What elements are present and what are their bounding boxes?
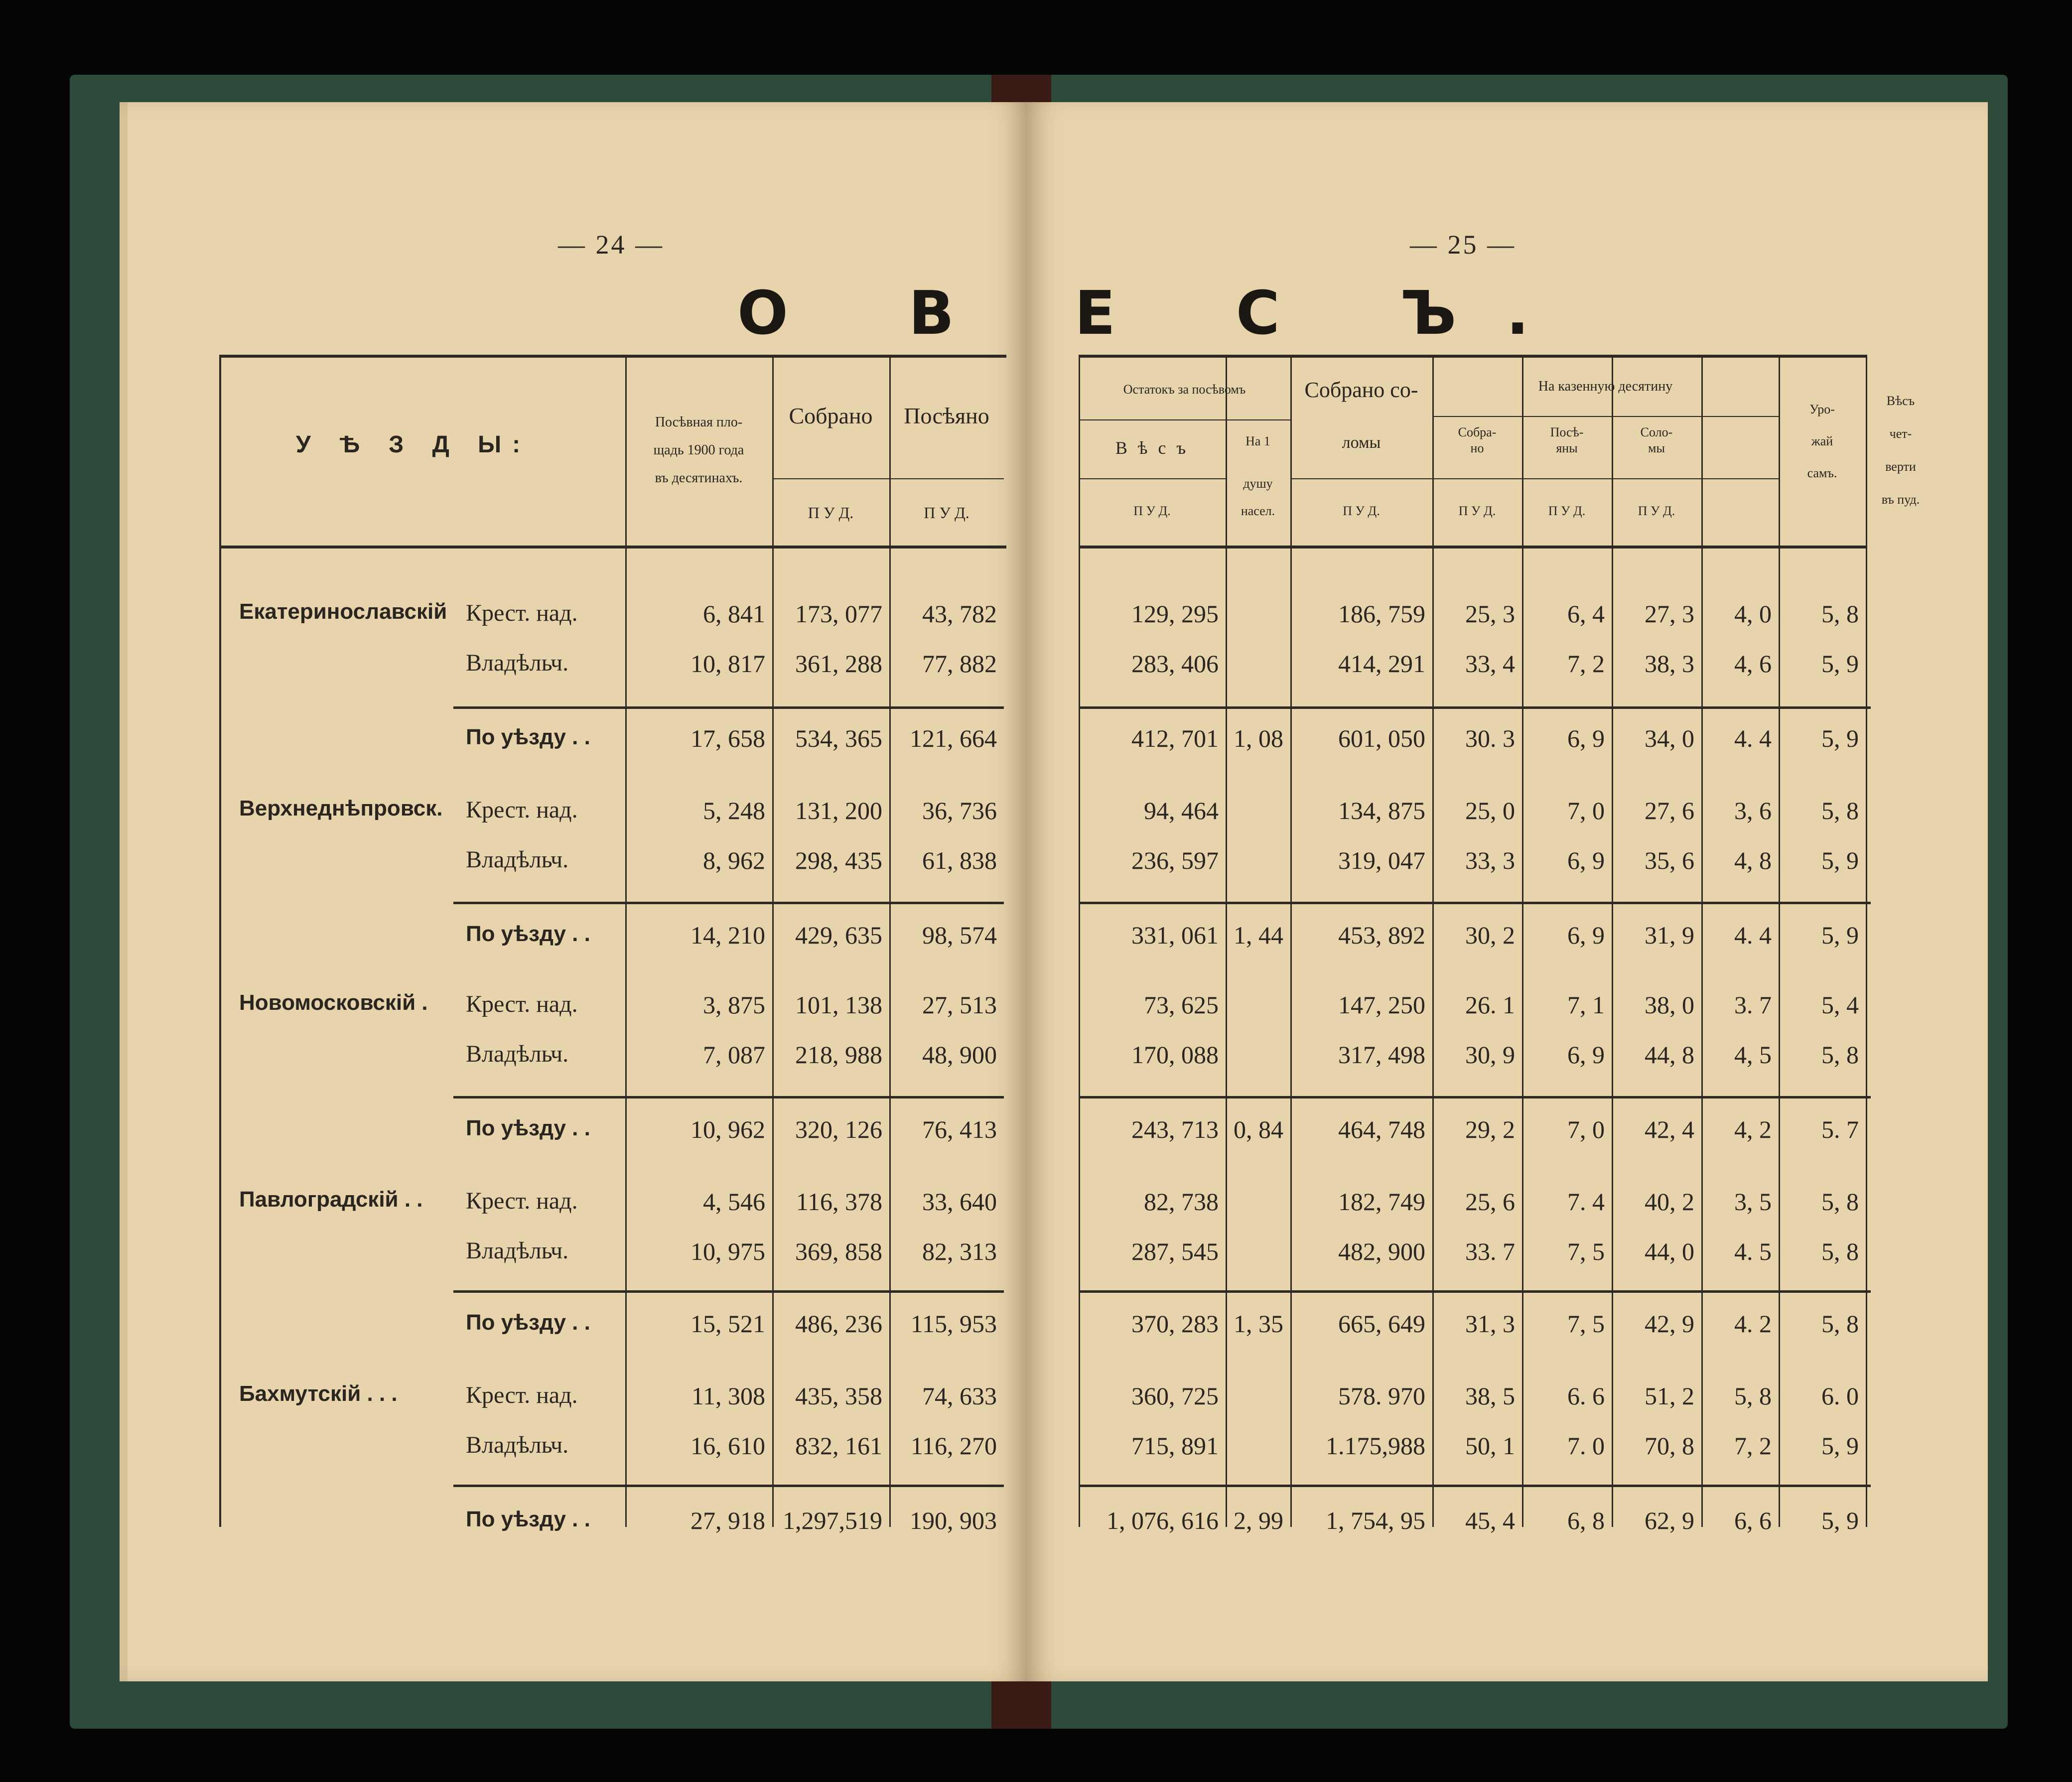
pd-straw-value: 35, 6 <box>1645 846 1694 874</box>
district-total-rule <box>1079 1290 1871 1293</box>
pd-collected-value: 50, 1 <box>1465 1432 1515 1460</box>
page-number-right: — 25 — <box>1410 230 1516 260</box>
remainder-weight-value: 73, 625 <box>1144 991 1219 1019</box>
harvest-value: 4. 4 <box>1734 921 1772 949</box>
sown-value: 190, 903 <box>910 1507 997 1534</box>
pd-sown-value: 6, 9 <box>1567 921 1605 949</box>
remainder-weight-value: 1, 076, 616 <box>1106 1507 1219 1534</box>
straw-value: 147, 250 <box>1338 991 1425 1019</box>
straw-value: 134, 875 <box>1338 797 1425 824</box>
sown-value: 98, 574 <box>922 921 997 949</box>
harvest-value: 3, 5 <box>1734 1188 1772 1216</box>
per-soul-value: 1, 44 <box>1234 921 1283 949</box>
remainder-weight-value: 287, 545 <box>1131 1237 1219 1265</box>
quarter-weight-value: 5, 8 <box>1821 600 1859 628</box>
per-soul-value: 1, 35 <box>1234 1310 1283 1338</box>
table-top-rule-right <box>1079 355 1866 358</box>
collected-header: Собрано <box>789 403 873 428</box>
harvest-value: 4. 4 <box>1734 724 1772 752</box>
table-left-edge <box>219 355 221 1527</box>
pd-straw-value: 51, 2 <box>1645 1382 1694 1410</box>
sown-area-value: 8, 962 <box>703 846 765 874</box>
remainder-weight-value: 331, 061 <box>1131 921 1219 949</box>
owner-category-label: Владѣльч. <box>466 1041 569 1067</box>
page-number-left: — 24 — <box>558 230 664 260</box>
sown-area-value: 15, 521 <box>691 1310 765 1338</box>
pd-collected-value: 30, 2 <box>1465 921 1515 949</box>
remainder-weight-value: 82, 738 <box>1144 1188 1219 1216</box>
unit-header: П У Д. <box>1638 504 1675 518</box>
district-name: Верхнеднѣпровск. <box>239 796 443 821</box>
per-desyatina-header: На казенную десятину <box>1538 379 1673 394</box>
straw-header: Собрано со- <box>1304 378 1418 402</box>
pd-straw-value: 42, 9 <box>1645 1310 1694 1338</box>
pd-sown-header: Посѣ- яны <box>1550 425 1584 455</box>
collected-value: 218, 988 <box>795 1041 882 1069</box>
remainder-weight-value: 243, 713 <box>1131 1115 1219 1143</box>
subheader-rule <box>1432 478 1779 479</box>
quarter-weight-value: 5, 8 <box>1821 1041 1859 1069</box>
district-name: Екатеринославскій <box>239 599 447 624</box>
district-total-label: По уѣзду . . <box>466 1507 590 1531</box>
remainder-weight-value: 283, 406 <box>1131 650 1219 678</box>
pd-sown-value: 6, 9 <box>1567 724 1605 752</box>
pd-straw-value: 44, 0 <box>1645 1237 1694 1265</box>
straw-header: ломы <box>1342 433 1381 452</box>
sown-area-value: 17, 658 <box>691 724 765 752</box>
unit-header: П У Д. <box>924 504 969 522</box>
unit-header: П У Д. <box>808 504 854 522</box>
pd-collected-value: 45, 4 <box>1465 1507 1515 1534</box>
district-total-rule <box>453 706 1004 709</box>
pd-straw-value: 27, 6 <box>1645 797 1694 824</box>
pd-straw-value: 62, 9 <box>1645 1507 1694 1534</box>
pd-sown-value: 6, 9 <box>1567 1041 1605 1069</box>
page-title: О В Е С Ъ. <box>737 279 1579 348</box>
quarter-weight-value: 5, 9 <box>1821 921 1859 949</box>
district-name: Новомосковскій . <box>239 990 428 1015</box>
sown-value: 115, 953 <box>910 1310 997 1338</box>
collected-value: 320, 126 <box>795 1115 882 1143</box>
pd-straw-value: 42, 4 <box>1645 1115 1694 1143</box>
harvest-value: 4, 5 <box>1734 1041 1772 1069</box>
pd-sown-value: 7. 0 <box>1567 1432 1605 1460</box>
quarter-weight-header: Вѣсъ чет- верти въ пуд. <box>1881 394 1920 507</box>
district-name: Павлоградскій . . <box>239 1187 423 1212</box>
column-rule <box>1866 355 1867 1527</box>
per-soul-header: насел. <box>1241 504 1275 518</box>
harvest-value: 5, 8 <box>1734 1382 1772 1410</box>
district-column-header: У Ѣ З Д Ы: <box>295 431 532 458</box>
pd-collected-value: 33, 4 <box>1465 650 1515 678</box>
district-total-rule <box>453 1290 1004 1293</box>
per-soul-value: 0, 84 <box>1234 1115 1283 1143</box>
quarter-weight-value: 5, 8 <box>1821 1310 1859 1338</box>
collected-value: 131, 200 <box>795 797 882 824</box>
sown-value: 61, 838 <box>922 846 997 874</box>
table-header-rule-right <box>1079 546 1866 548</box>
district-total-rule <box>453 902 1004 904</box>
quarter-weight-value: 5, 9 <box>1821 1507 1859 1534</box>
district-total-rule <box>453 1485 1004 1487</box>
quarter-weight-value: 6. 0 <box>1821 1382 1859 1410</box>
harvest-value: 4, 0 <box>1734 600 1772 628</box>
remainder-header: Остатокъ за посѣвомъ <box>1123 382 1246 397</box>
quarter-weight-value: 5, 9 <box>1821 724 1859 752</box>
subheader-rule <box>1079 419 1290 420</box>
pd-collected-value: 30, 9 <box>1465 1041 1515 1069</box>
sown-area-value: 11, 308 <box>691 1382 765 1410</box>
sown-area-value: 3, 875 <box>703 991 765 1019</box>
owner-category-label: Крест. над. <box>466 797 578 823</box>
remainder-weight-value: 236, 597 <box>1131 846 1219 874</box>
straw-value: 186, 759 <box>1338 600 1425 628</box>
collected-value: 435, 358 <box>795 1382 882 1410</box>
sown-value: 121, 664 <box>910 724 997 752</box>
remainder-weight-value: 129, 295 <box>1131 600 1219 628</box>
remainder-weight-value: 370, 283 <box>1131 1310 1219 1338</box>
straw-value: 601, 050 <box>1338 724 1425 752</box>
harvest-value: 7, 2 <box>1734 1432 1772 1460</box>
straw-value: 317, 498 <box>1338 1041 1425 1069</box>
sown-area-value: 10, 975 <box>691 1237 765 1265</box>
sown-area-header: Посѣвная пло- щадь 1900 года въ десятинахъ. <box>653 414 744 486</box>
per-soul-value: 2, 99 <box>1234 1507 1283 1534</box>
unit-header: П У Д. <box>1343 504 1380 518</box>
harvest-value: 4, 8 <box>1734 846 1772 874</box>
district-total-label: По уѣзду . . <box>466 725 590 749</box>
pd-collected-value: 30. 3 <box>1465 724 1515 752</box>
sown-value: 36, 736 <box>922 797 997 824</box>
straw-value: 182, 749 <box>1338 1188 1425 1216</box>
subheader-rule <box>1079 478 1226 479</box>
quarter-weight-value: 5, 4 <box>1821 991 1859 1019</box>
straw-value: 414, 291 <box>1338 650 1425 678</box>
pd-sown-value: 6, 9 <box>1567 846 1605 874</box>
collected-value: 429, 635 <box>795 921 882 949</box>
straw-value: 665, 649 <box>1338 1310 1425 1338</box>
collected-value: 1,297,519 <box>783 1507 882 1534</box>
harvest-value: 6, 6 <box>1734 1507 1772 1534</box>
district-total-label: По уѣзду . . <box>466 1310 590 1335</box>
pd-sown-value: 7, 0 <box>1567 797 1605 824</box>
quarter-weight-value: 5, 8 <box>1821 797 1859 824</box>
sown-area-value: 7, 087 <box>703 1041 765 1069</box>
owner-category-label: Крест. над. <box>466 1188 578 1214</box>
collected-value: 534, 365 <box>795 724 882 752</box>
district-total-rule <box>453 1096 1004 1098</box>
table-header-rule-left <box>219 546 1006 548</box>
district-total-rule <box>1079 1485 1871 1487</box>
sown-area-value: 16, 610 <box>691 1432 765 1460</box>
straw-value: 464, 748 <box>1338 1115 1425 1143</box>
pd-sown-value: 7, 0 <box>1567 1115 1605 1143</box>
pd-straw-value: 40, 2 <box>1645 1188 1694 1216</box>
district-total-label: По уѣзду . . <box>466 1116 590 1140</box>
unit-header: П У Д. <box>1458 504 1496 518</box>
per-soul-value: 1, 08 <box>1234 724 1283 752</box>
district-name: Бахмутскій . . . <box>239 1381 398 1406</box>
pd-sown-value: 7, 1 <box>1567 991 1605 1019</box>
pd-straw-value: 27, 3 <box>1645 600 1694 628</box>
harvest-value: 4. 5 <box>1734 1237 1772 1265</box>
pd-straw-value: 44, 8 <box>1645 1041 1694 1069</box>
sown-area-value: 5, 248 <box>703 797 765 824</box>
harvest-value: 4, 6 <box>1734 650 1772 678</box>
district-total-rule <box>1079 706 1871 709</box>
pd-collected-value: 29, 2 <box>1465 1115 1515 1143</box>
per-soul-header: На 1 <box>1245 434 1270 448</box>
unit-header: П У Д. <box>1548 504 1586 518</box>
pd-sown-value: 7, 5 <box>1567 1310 1605 1338</box>
pd-collected-header: Собра- но <box>1458 425 1497 455</box>
pd-sown-value: 6, 4 <box>1567 600 1605 628</box>
sown-area-value: 6, 841 <box>703 600 765 628</box>
sown-value: 74, 633 <box>922 1382 997 1410</box>
collected-value: 116, 378 <box>796 1188 882 1216</box>
harvest-value: 4. 2 <box>1734 1310 1772 1338</box>
pd-collected-value: 25, 0 <box>1465 797 1515 824</box>
pd-sown-value: 6. 6 <box>1567 1382 1605 1410</box>
straw-value: 319, 047 <box>1338 846 1425 874</box>
harvest-header: Уро- жай самъ. <box>1807 402 1837 480</box>
owner-category-label: Владѣльч. <box>466 1432 569 1458</box>
pd-collected-value: 38, 5 <box>1465 1382 1515 1410</box>
quarter-weight-value: 5, 9 <box>1821 846 1859 874</box>
remainder-weight-value: 360, 725 <box>1131 1382 1219 1410</box>
sown-value: 33, 640 <box>922 1188 997 1216</box>
remainder-weight-value: 412, 701 <box>1131 724 1219 752</box>
district-total-rule <box>1079 1096 1871 1098</box>
district-total-rule <box>1079 902 1871 904</box>
quarter-weight-value: 5, 9 <box>1821 1432 1859 1460</box>
pd-collected-value: 26. 1 <box>1465 991 1515 1019</box>
pd-sown-value: 7, 5 <box>1567 1237 1605 1265</box>
subheader-rule <box>1432 416 1779 417</box>
owner-category-label: Владѣльч. <box>466 846 569 873</box>
owner-category-label: Крест. над. <box>466 600 578 626</box>
owner-category-label: Владѣльч. <box>466 650 569 676</box>
pd-collected-value: 33, 3 <box>1465 846 1515 874</box>
quarter-weight-value: 5. 7 <box>1821 1115 1859 1143</box>
remainder-weight-value: 94, 464 <box>1144 797 1219 824</box>
unit-header: П У Д. <box>1133 504 1171 518</box>
pd-straw-value: 34, 0 <box>1645 724 1694 752</box>
pd-collected-value: 33. 7 <box>1465 1237 1515 1265</box>
straw-value: 453, 892 <box>1338 921 1425 949</box>
sown-area-value: 14, 210 <box>691 921 765 949</box>
pd-straw-value: 38, 0 <box>1645 991 1694 1019</box>
collected-value: 832, 161 <box>795 1432 882 1460</box>
collected-value: 369, 858 <box>795 1237 882 1265</box>
pd-straw-value: 70, 8 <box>1645 1432 1694 1460</box>
sown-area-value: 27, 918 <box>691 1507 765 1534</box>
pd-collected-value: 25, 3 <box>1465 600 1515 628</box>
owner-category-label: Крест. над. <box>466 1382 578 1408</box>
harvest-value: 3, 6 <box>1734 797 1772 824</box>
straw-value: 1, 754, 95 <box>1326 1507 1425 1534</box>
pd-collected-value: 31, 3 <box>1465 1310 1515 1338</box>
pd-sown-value: 7, 2 <box>1567 650 1605 678</box>
district-total-label: По уѣзду . . <box>466 922 590 946</box>
pd-sown-value: 6, 8 <box>1567 1507 1605 1534</box>
pd-straw-value: 38, 3 <box>1645 650 1694 678</box>
harvest-value: 4, 2 <box>1734 1115 1772 1143</box>
sown-value: 77, 882 <box>922 650 997 678</box>
quarter-weight-value: 5, 8 <box>1821 1237 1859 1265</box>
sown-value: 76, 413 <box>922 1115 997 1143</box>
remainder-weight-value: 170, 088 <box>1131 1041 1219 1069</box>
sown-value: 27, 513 <box>922 991 997 1019</box>
quarter-weight-value: 5, 9 <box>1821 650 1859 678</box>
table-top-rule-left <box>219 355 1006 358</box>
pd-collected-value: 25, 6 <box>1465 1188 1515 1216</box>
harvest-value: 3. 7 <box>1734 991 1772 1019</box>
collected-value: 298, 435 <box>795 846 882 874</box>
remainder-weight-value: 715, 891 <box>1131 1432 1219 1460</box>
collected-value: 101, 138 <box>795 991 882 1019</box>
pd-straw-value: 31, 9 <box>1645 921 1694 949</box>
quarter-weight-value: 5, 8 <box>1821 1188 1859 1216</box>
collected-value: 486, 236 <box>795 1310 882 1338</box>
sown-header: Посѣяно <box>904 403 989 428</box>
sown-value: 82, 313 <box>922 1237 997 1265</box>
owner-category-label: Крест. над. <box>466 991 578 1017</box>
sown-area-value: 10, 962 <box>691 1115 765 1143</box>
owner-category-label: Владѣльч. <box>466 1237 569 1264</box>
sown-value: 116, 270 <box>910 1432 997 1460</box>
collected-value: 173, 077 <box>795 600 882 628</box>
subheader-rule <box>772 478 1004 479</box>
straw-value: 482, 900 <box>1338 1237 1425 1265</box>
pd-straw-header: Соло- мы <box>1640 425 1673 455</box>
straw-value: 578. 970 <box>1338 1382 1425 1410</box>
straw-value: 1.175,988 <box>1326 1432 1425 1460</box>
sown-value: 43, 782 <box>922 600 997 628</box>
sown-area-value: 10, 817 <box>691 650 765 678</box>
collected-value: 361, 288 <box>795 650 882 678</box>
subheader-rule <box>1290 478 1432 479</box>
sown-value: 48, 900 <box>922 1041 997 1069</box>
per-soul-header: душу <box>1243 476 1273 491</box>
sown-area-value: 4, 546 <box>703 1188 765 1216</box>
weight-header: В ѣ с ъ <box>1115 438 1189 458</box>
pd-sown-value: 7. 4 <box>1567 1188 1605 1216</box>
